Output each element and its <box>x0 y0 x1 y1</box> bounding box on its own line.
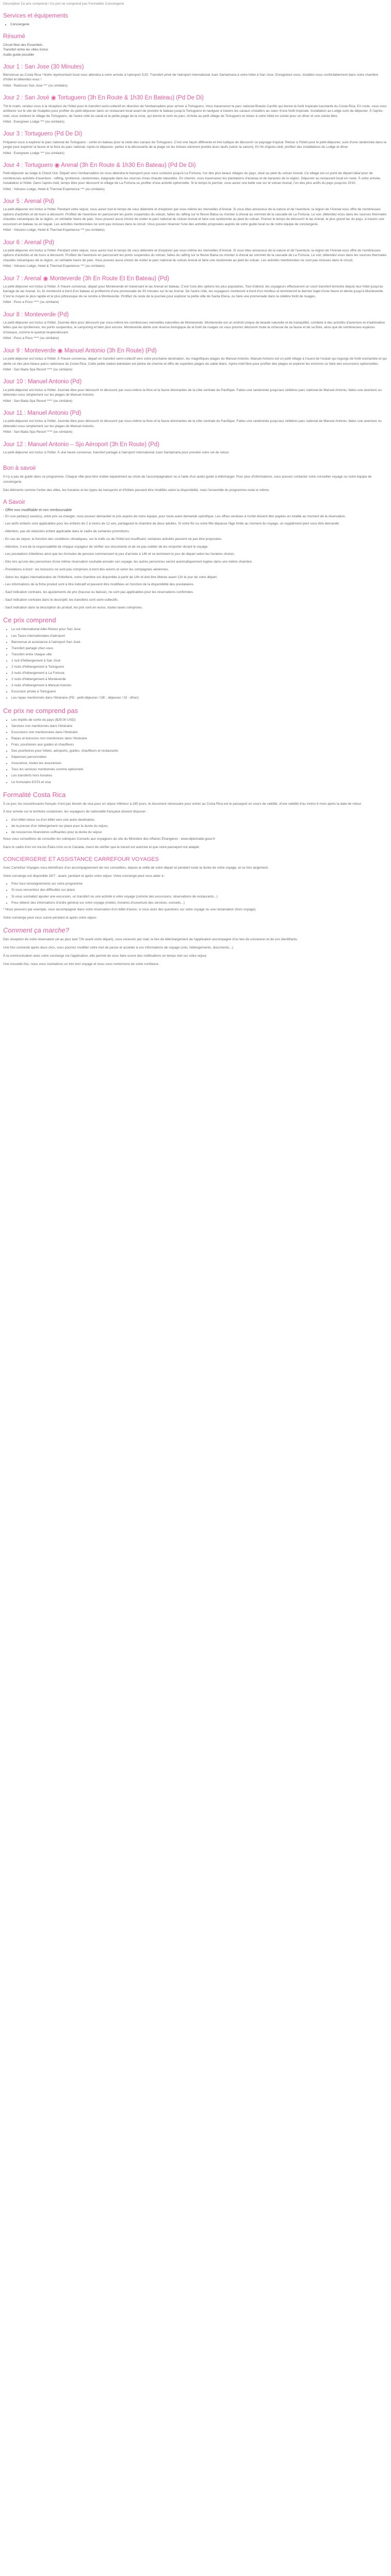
paragraph: Des éléments comme l'ordre des villes, les horaires et les types de transports et d'hôtels peuvent être modifiés selon la disponibilité, mais l'ensemble du programme reste le même. <box>3 488 270 492</box>
day-block <box>3 162 387 192</box>
day-block <box>3 239 387 269</box>
day-hotel: Hôtel : Evergreen Lodge *** (ou similaire) <box>3 120 64 124</box>
resume-section <box>3 33 387 57</box>
formalites-title: Formalité Costa Rica <box>3 790 66 799</box>
note-line: - Attention, pas de réduction enfant applicable dans le cadre de certaines promotions. <box>3 530 130 534</box>
comment-section <box>3 926 387 967</box>
a-savoir-subtitle: - Offre non modifiable et non remboursable <box>3 508 72 512</box>
day-title: Jour 3 : Tortuguero (Pd De Di) <box>3 131 83 138</box>
day-title: Jour 9 : Monteverde ◉ Manuel Antonio (3h En Route) (Pd) <box>3 347 157 354</box>
day-block <box>3 63 387 89</box>
list-item: • Assurance, toutes les assurances <box>11 761 387 766</box>
note-line: - Sauf indication dans la description du produit, les prix sont en euros, toutes taxes comprises. <box>3 605 143 609</box>
day-block <box>3 275 387 305</box>
paragraph: * Nous pouvons par exemple, vous accompagner dans votre réservation d'un billet d'avion, si vous avez des questions sur votre voyage ou une réclamation (hors voyage). <box>3 907 256 911</box>
day-title: Jour 4 : Tortuguero ◉ Arenal (3h En Route & 1h30 En Bateau) (Pd De Di) <box>3 162 196 168</box>
note-line: - Selon les règles internationales de l'hôtellerie, votre chambre est disponible à partir de 14h et doit être libérée avant 12h le jour de votre départ. <box>3 575 218 579</box>
list-item: • Services non mentionnés dans l'itinéraire <box>11 724 387 728</box>
list-item: • Dépenses personnelles <box>11 755 387 759</box>
list-item: • Le formulaire ESTA et visa <box>11 780 387 785</box>
day-title: Jour 10 : Manuel Antonio (Pd) <box>3 379 82 385</box>
list-item: • Excursions non mentionnées dans l'itinéraire <box>11 730 387 735</box>
day-block <box>3 198 387 232</box>
day-block <box>3 130 387 156</box>
itinerary <box>3 63 387 455</box>
day-description: Bienvenue au Costa Rica ! Notre représentant local vous attendra à votre arrivée à l'aéroport SJO. Transfert privé de l'aéroport international Juan Santamaria à votre hôtel à San Jose. Enregistrez-vous, installez-vous confortablement dans votre chambre d'hôtel et détendez-vous ! <box>3 73 379 82</box>
list-item: • Si vous rencontrez des difficultés sur place <box>11 888 387 892</box>
day-title: Jour 8 : Monteverde (Pd) <box>3 311 69 318</box>
list-item: • Des pourboires pour hôtels, aéroports, guides, chauffeurs et restaurants <box>11 749 387 753</box>
day-hotel: Hôtel : Volcano Lodge, Hotel & Thermal Experience *** (ou similaire) <box>3 264 105 268</box>
conciergerie-list <box>3 882 387 905</box>
list-item: • Transfert partagé chez-vous <box>11 646 387 651</box>
day-description: Préparez-vous à explorer le parc national de Tortuguero : sortie en bateau pour la visite des canaux de Tortuguero. C'est une façon différente et très ludique de découvrir ce paysage tropical. Retour à l'hôtel pour le petit-déjeuner, suivi d'une randonnée dans la jungle pour explorer la faune et la flore du parc national. Après le déjeuner, partez à la découverte de la plage où les tortues viennent pondre leurs œufs (selon la saison). En fin d'après-midi, profitez des installations du Lodge et dîner. <box>3 140 387 149</box>
note-line: - Les informations de la fiche produit sont à titre indicatif et peuvent être modifiées en fonction de la disponibilité des prestataires. <box>3 583 194 587</box>
breadcrumb[interactable]: Description Ce prix comprend / Ce prix ne comprend pas Formalités Conciergerie <box>3 2 124 6</box>
resume-title: Résumé <box>3 33 25 40</box>
day-description: Le petit-déjeuner est inclus à l'hôtel. Pendant votre séjour, vous aurez tout le temps de vous détendre et d'explorer par vous-même les merveilles d'Arenal. Si vous êtes amoureux de la nature et de l'aventure, la région de l'Arenal vous offre de nombreuses options d'activités et de tours à découvrir. Profitez de l'aventure en parcourant les ponts suspendus du volcan, faites du rafting sur le fleuve Balsa ou montez à cheval au sommet de la cascade de La Fortuna. Le soir, détendez-vous dans les sources thermales chaudes volcaniques de la région, un véritable havre de paix. Vous pouvez aussi choisir de visiter le parc national du volcan Arenal et faire une randonnée au pied du volcan. Prenez le temps de découvrir le lac Arenal, le plus grand lac du pays, à travers une excursion en bateau ou en kayak. Les activités mentionnées ne sont pas incluses dans le circuit. Vous pouvez réserver l'une des activités proposées auprès de votre guide local ou de notre équipe de conciergerie. <box>3 208 387 226</box>
list-item: • Pour obtenir des informations d'ordre général sur votre voyage (météo, horaires d'ouverture des services, conseils...) <box>11 901 387 905</box>
note-line: - Les prestations hôtelières ainsi que les formules de pension commencent le jour d'arrivée à 14h et se terminent le jour de départ selon les horaires choisis. <box>3 552 235 556</box>
paragraph: À la communication avec votre concierge via l'application, elle permet de vous faire suivre des notifications en temps réel sur votre séjour. <box>3 954 207 958</box>
day-title: Jour 2 : San José ◉ Tortuguero (3h En Route & 1h30 En Bateau) (Pd De Di) <box>3 95 204 101</box>
paragraph: Votre concierge peut vous suivre pendant et après votre séjour. <box>3 916 97 920</box>
day-hotel: Hôtel : San Bada Spa Resort **** (ou similaire) <box>3 399 73 403</box>
day-title: Jour 6 : Arenal (Pd) <box>3 239 55 246</box>
list-item: • de ressources financières suffisantes pour la durée du séjour. <box>11 830 387 835</box>
list-item: • Repas et boissons non mentionnés dans l'itinéraire <box>11 736 387 741</box>
note-line: - Attention, il est de la responsabilité de chaque voyageur de vérifier ses documents et de ne pas oublier de les emporter durant le voyage. <box>3 545 209 549</box>
day-description: Le petit-déjeuner est inclus à l'hôtel. Journée libre pour découvrir par vous-même les nombreuses merveilles naturelles de Monteverde. Monteverde est un endroit unique de beauté naturelle et de tranquillité, combiné à des activités d'aventure et d'adrénaline telles que les tyroliennes, les ponts suspendus, le canyoning et bien plus encore. Monteverde abrite une réserve biologique de la forêt de nuages où vous pourrez découvrir toute la richesse de sa faune et de sa flore, ainsi que de nombreuses espèces d'oiseaux, comme le quetzal resplendissant. <box>3 321 385 334</box>
prix-comprend-list <box>3 627 387 700</box>
paragraph: Nous vous conseillons de consulter les rubriques Conseils aux voyageurs du site du Ministère des Affaires Étrangères : www.diplomatie.gouv.fr <box>3 837 215 841</box>
list-item: • Pour tous renseignements sur votre programme <box>11 882 387 886</box>
day-title: Jour 7 : Arenal ◉ Monteverde (3h En Route Et En Bateau) (Pd) <box>3 275 169 282</box>
day-block <box>3 311 387 341</box>
day-block <box>3 94 387 124</box>
paragraph: Une nouvelle fois, nous vous souhaitons un très bon voyage et nous vous remercions de votre confiance. <box>3 962 159 966</box>
note-line: - En une partie(s) seule(s), votre prix va changer, vous pouvez demander le prix auprès de notre équipe, pour toute autre demande spécifique. Les offres vendues à l'unité doivent être payées en totalité au moment de la réservation. <box>3 514 346 518</box>
day-title: Jour 11 : Manuel Antonio (Pd) <box>3 410 82 416</box>
day-hotel: Hôtel : San Bada Spa Resort **** (ou similaire) <box>3 367 73 371</box>
day-description: Petit-déjeuner au lodge & Check Out. Départ vers l'embarcadère où vous attendra le transport pour vous conduire jusqu'à La Fortuna, l'un des plus beaux villages du pays, situé au pied du volcan Arenal. Ce village est un point de départ idéal pour de nombreuses activités d'aventure : rafting, tyrolienne, randonnées, baignade dans les sources d'eau chaude naturelles. En chemin, vous traverserez les plantations d'ananas et de bananes de la région. Déjeuner au restaurant local en route. À votre arrivée, installation à l'hôtel. Dans l'après-midi, temps libre pour découvrir le village de La Fortuna ou profiter d'une activité optionnelle. Si le temps le permet, vous aurez une belle vue sur le volcan Arenal, l'un des plus actifs du pays jusqu'en 2010. <box>3 172 381 185</box>
day-block <box>3 378 387 403</box>
paragraph: Il n'y a pas de guide dans ce programme. Chaque ville peut être visitée séparément au choix de l'accompagnateur ou à l'aide d'un audio guide à télécharger. Pour plus d'informations, vous pouvez contacter votre conseiller voyage ou notre équipe de conciergerie. <box>3 475 372 484</box>
prix-pas-section <box>3 707 387 785</box>
a-savoir-title: A Savoir <box>3 499 25 505</box>
list-item: • Excursion privée à Tortuguero <box>11 689 387 694</box>
note-line: - Prestations à bord : les boissons ne sont pas comprises à bord des avions et selon les compagnies aériennes. <box>3 567 169 571</box>
product-page <box>0 0 391 983</box>
day-description: Le petit-déjeuner est inclus à l'hôtel. À une heure convenue, transfert partagé à l'aéroport international Juan Santamaria pour prendre votre vol de retour. <box>3 451 230 455</box>
list-item: • 2 nuits d'hébergement à Monteverde <box>11 677 387 682</box>
list-item: • 3 nuits d'hébergement à Manuel Antonio <box>11 683 387 688</box>
day-title: Jour 12 : Manuel Antonio – Sjo Aéroport (3h En Route) (Pd) <box>3 441 160 448</box>
note-line: - Sauf indication contraire dans le descriptif, les transferts sont semi-collectifs. <box>3 598 119 602</box>
formalites-list <box>3 818 387 835</box>
day-description: Le petit-déjeuner est inclus à l'hôtel. Journée libre pour découvrir et découvrir par vous-même la flore et la faune étonnantes de la côte centrale du Pacifique. Faites une randonnée jusqu'aux célèbres parc national de Manuel Antonio, faites une aventure ou détendez-vous simplement sur les plages de Manuel Antonio. <box>3 388 382 397</box>
list-item: • Les Taxes internationales d'aéroport <box>11 634 387 638</box>
day-block <box>3 347 387 372</box>
day-title: Jour 5 : Arenal (Pd) <box>3 198 55 205</box>
note-line: - En cas de séjour, la fonction des conditions climatiques, sur le trafic ou de l'hôtel est insuffisant, certaines activités peuvent ne pas être proposées. <box>3 537 222 541</box>
paragraph: Une fois connecté après deux clics, vous pourrez modifier votre mot de passe et accéder à vos informations de voyage (vols, hébergements, documents...). <box>3 946 234 950</box>
list-item: • Le vol international Aller-Retour pour San Jose <box>11 627 387 632</box>
day-hotel: Hôtel : San Bada Spa Resort **** (ou similaire) <box>3 430 73 434</box>
note-line: - Les tarifs enfants sont applicables pour les enfants de 2 à moins de 12 ans, partageant la chambre de deux adultes. Si votre fils ou votre fille dépasse l'âge limite au moment du voyage, un supplément peut vous être demandé. <box>3 522 340 526</box>
list-item: • Si vous souhaitez ajouter une excursion, un transfert ou une activité à votre voyage (comme des excursions, réservations de restaurants...) <box>11 894 387 899</box>
list-item: • Les impôts de sortie du pays ($29.00 USD) <box>11 718 387 722</box>
day-hotel: Hôtel : Evergreen Lodge *** (ou similaire) <box>3 151 64 155</box>
bon-a-savoir-section <box>3 465 387 493</box>
list-item: • Les transferts hors horaires <box>11 773 387 778</box>
day-description: Le petit-déjeuner est inclus à l'hôtel. À l'heure convenue, départ pour Monteverde en traversant le lac Arenal en bateau. C'est l'une des options les plus populaires. Tout d'abord, les voyageurs effectueront un court transfert terrestre depuis leur hôtel jusqu'au barrage du lac Arenal. Ici, ils monteront à bord d'un bateau et profiteront d'une promenade de 30 minutes sur le lac Arenal. De l'autre côté, les voyageurs monteront à bord d'un minibus et termineront le dernier trajet d'une heure et demie jusqu'à Monteverde. C'est le moyen le plus rapide et le plus pittoresque de se rendre à Monteverde. Profitez du reste de la journée pour explorer la petite ville de Santa Elena, ou faire une promenade dans la célèbre forêt de nuages. <box>3 284 384 298</box>
day-description: Le petit-déjeuner est inclus à l'hôtel. À l'heure convenue, départ en transfert semi-collectif vers votre prochaine destination, les magnifiques plages du Manuel Antonio. Manuel Antonio est un petit village à l'ouest de l'océan qui regorge de forêt enchantée et qui abrite un des plus beaux parcs nationaux du Costa Rica. Cette petite station balnéaire est pleine de charme et offre de superbes plages de sable blanc. Après-midi libre pour profiter des plages et explorer les environs ou faire des excursions optionnelles. <box>3 357 387 366</box>
paragraph: Dans le cadre d'un vol via les États-Unis ou le Canada, merci de vérifier que le transit est autorisé et que votre passeport est adapté. <box>3 845 200 850</box>
day-title: Jour 1 : San Jose (30 Minutes) <box>3 63 84 70</box>
day-hotel: Hôtel : Radisson San Jose *** (ou similaire) <box>3 83 68 88</box>
list-item: • d'un billet retour ou d'un billet vers une autre destination, <box>11 818 387 822</box>
prix-pas-list <box>3 718 387 785</box>
day-hotel: Hôtel : Poco a Poco **** (ou similaire) <box>3 300 59 304</box>
list-item: • Conciergerie <box>10 23 387 27</box>
resume-line: Circuit libre des Essentiels <box>3 43 43 47</box>
bon-a-savoir-title: Bon à savoir <box>3 465 36 472</box>
day-hotel: Hôtel : Volcano Lodge, Hotel & Thermal Experience *** (ou similaire) <box>3 228 105 232</box>
paragraph: Votre concierge est disponible 24/7 : avant, pendant et après votre séjour. Votre concierge peut vous aider à : <box>3 874 166 878</box>
services-title: Services et équipements <box>3 13 68 19</box>
prix-comprend-title: Ce prix comprend <box>3 616 56 624</box>
a-savoir-section <box>3 499 387 611</box>
day-description: Le petit-déjeuner est inclus à l'hôtel. Journée libre pour découvrir et découvrir par vous-même la flore et la faune étonnantes de la côte centrale du Pacifique. Faites une randonnée jusqu'aux célèbres parc national de Manuel Antonio, faites une aventure ou détendez-vous simplement sur les plages de Manuel Antonio. <box>3 419 382 428</box>
conciergerie-section <box>3 856 387 920</box>
resume-line: Transfert entre les villes inclus <box>3 48 48 52</box>
list-item: • Frais, pourboires aux guides et chauffeurs <box>11 742 387 747</box>
day-hotel: Hôtel : Poco a Poco **** (ou similaire) <box>3 336 59 341</box>
day-block <box>3 441 387 455</box>
day-description: Tôt le matin, rendez-vous à la réception de l'hôtel pour le transfert semi-collectif en direction de l'embarcadère pour arriver à Tortuguero. Vous traverserez le parc national Braulio Carrillo qui donne la forêt tropicale luxuriante du Costa Rica. En route, vous vous arrêterez sur le site de Guápiles pour profiter du petit-déjeuner dans un restaurant local avant de prendre le bateau jusqu'à Tortuguero et naviguer à travers les canaux cristallins au cœur d'une forêt tropicale. Installation au Lodge suivi de déjeuner. À l'après-midi, vous visiterez le village de Tortuguero, de l'autre côté du canal et la petite plage de la zone, qui donne le nom du parc. Arrivée au petit village de Tortuguero et retour à votre hôtel en soirée pour un dîner et une soirée libre. <box>3 104 387 118</box>
services-list <box>3 23 387 27</box>
paragraph: À ce jour, les ressortissants français n'ont pas besoin de visa pour un séjour inférieur à 180 jours, le document nécessaire pour entrer au Costa Rica est le passeport en cours de validité, d'une validité d'au moins 6 mois après la date de retour. <box>3 802 362 806</box>
day-hotel: Hôtel : Volcano Lodge, Hotel & Thermal Experience *** (ou similaire) <box>3 187 105 191</box>
list-item: • Les repas mentionnés dans l'itinéraire (PD : petit-déjeuner / DE : déjeuner / DI : dîner) <box>11 696 387 700</box>
prix-comprend-section <box>3 616 387 700</box>
comment-title: Comment ça marche? <box>3 926 69 935</box>
list-item: • Transfert entre chaque ville <box>11 652 387 657</box>
day-description: Le petit-déjeuner est inclus à l'hôtel. Pendant votre séjour, vous aurez tout le temps de vous détendre et d'explorer par vous-même les merveilles d'Arenal. Si vous êtes amoureux de la nature et de l'aventure, la région de l'Arenal vous offre de nombreuses options d'activités et de tours à découvrir. Profitez de l'aventure en parcourant les ponts suspendus du volcan, faites du rafting sur le fleuve Balsa ou montez à cheval au sommet de la cascade de La Fortuna. Le soir, détendez-vous dans les sources thermales chaudes volcaniques de la région, un véritable havre de paix. Vous pouvez aussi choisir de visiter le parc national du volcan Arenal et faire une randonnée au pied du volcan. Les activités mentionnées ne sont pas incluses dans le circuit. <box>3 248 387 262</box>
list-item: • 1 nuit d'hébergement à San José <box>11 658 387 663</box>
resume-line: Audio guide possible <box>3 53 34 57</box>
paragraph: À leur arrivée sur le territoire costaricien, les voyageurs de nationalité française doivent disposer : <box>3 810 148 814</box>
paragraph: Dès réception de votre réservation (et au plus tard 72h avant votre départ), vous recevrez par mail, le lien de téléchargement de l'application accompagné d'un lien de connexion et de vos identifiants. <box>3 938 298 942</box>
list-item: • Tous les services mentionnés comme optionnels <box>11 767 387 772</box>
prix-pas-title: Ce prix ne comprend pas <box>3 706 78 715</box>
list-item: • 3 nuits d'hébergement à La Fortuna <box>11 671 387 675</box>
day-block <box>3 410 387 435</box>
list-item: • de la preuve d'un hébergement sur place pour la durée du séjour, <box>11 824 387 828</box>
note-line: - Dès lors qu'une des personnes d'une même réservation souhaite annuler son voyage, les autres personnes seront automatiquement logées dans une même chambre. <box>3 560 253 564</box>
services-section <box>3 13 387 27</box>
list-item: • 2 nuits d'hébergement à Tortuguero <box>11 665 387 669</box>
list-item: • Bienvenue et assistance à l'aéroport San José. <box>11 640 387 645</box>
note-line: - Sauf indication contraire, les ajustements de prix (hausse ou baisse), ne sont pas applicables pour les réservations confirmées. <box>3 590 194 595</box>
conciergerie-title: CONCIERGERIE ET ASSISTANCE CARREFOUR VOYAGES <box>3 856 159 862</box>
formalites-section <box>3 791 387 850</box>
paragraph: Avec Carrefour Voyages vous bénéficiez d'un accompagnement de nos conseillers, depuis la veille de votre départ et pendant toute la durée de votre voyage, et ce très largement. <box>3 866 269 870</box>
